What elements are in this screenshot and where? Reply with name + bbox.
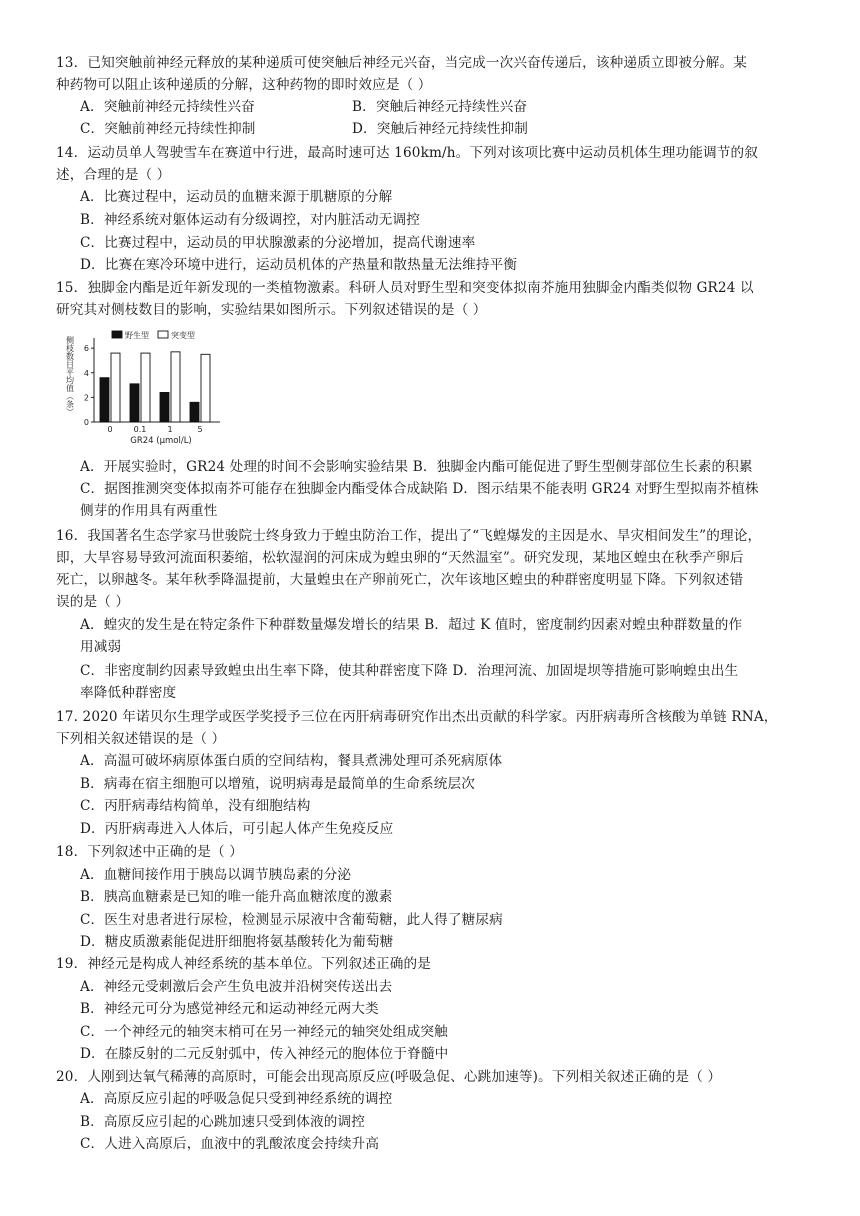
bar-mutant [201,354,210,422]
q19-stem-line1: 19．神经元是构成人神经系统的基本单位。下列叙述正确的是 [56,956,431,972]
q18-option-d: D．糖皮质激素能促进肝细胞将氨基酸转化为葡萄糖 [80,934,394,950]
gr24-bar-chart [60,328,226,450]
x-tick-label: 1 [167,425,173,434]
q18-option-b: B．胰高血糖素是已知的唯一能升高血糖浓度的激素 [80,889,393,905]
bar-wild-type [160,392,169,422]
q15-stem-line2: 研究其对侧枝数目的影响，实验结果如图所示。下列叙述错误的是（ ） [56,302,487,318]
q18-option-c: C．医生对患者进行尿检，检测显示尿液中含葡萄糖，此人得了糖尿病 [80,912,503,928]
legend-swatch [112,331,122,338]
q14-option-a: A．比赛过程中，运动员的血糖来源于肌糖原的分解 [80,189,393,205]
q16-stem-line1: 16．我国著名生态学家马世骏院士终身致力于蝗虫防治工作，提出了“飞蝗爆发的主因是水、旱灾相间发生”的理论， [56,528,762,544]
q16-stem-line3: 死亡，以卵越冬。某年秋季降温提前，大量蝗虫在产卵前死亡，次年该地区蝗虫的种群密度明显下降。下列叙述错 [56,572,744,588]
q20-option-b: B．高原反应引起的心跳加速只受到体液的调控 [80,1114,366,1130]
q13-option-d: D．突触后神经元持续性抑制 [352,121,528,137]
q19-option-b: B．神经元可分为感觉神经元和运动神经元两大类 [80,1001,379,1017]
q16-options-ab-line1: A．蝗灾的发生是在特定条件下种群数量爆发增长的结果 B．超过 K 值时，密度制约因素对蝗虫种群数量的作 [80,617,743,633]
q14-option-c: C．比赛过程中，运动员的甲状腺激素的分泌增加，提高代谢速率 [80,235,476,251]
q14-stem-line1: 14．运动员单人驾驶雪车在赛道中行进，最高时速可达 160km/h。下列对该项比赛中运动员机体生理功能调节的叙 [56,145,758,161]
q14-option-b: B．神经系统对躯体运动有分级调控，对内脏活动无调控 [80,212,420,228]
legend-label: 突变型 [171,331,195,340]
q16-options-cd-line2: 率降低种群密度 [80,685,177,701]
bar-wild-type [130,384,139,422]
q15-stem-line1: 15．独脚金内酯是近年新发现的一类植物激素。科研人员对野生型和突变体拟南芥施用独脚金内酯类似物 GR24 以 [56,280,754,296]
q16-options-ab-line2: 用减弱 [80,639,122,655]
x-tick-label: 0 [107,425,113,434]
q17-option-c: C．丙肝病毒结构简单，没有细胞结构 [80,798,311,814]
q15-options-ab: A．开展实验时，GR24 处理的时间不会影响实验结果 B．独脚金内酯可能促进了野生型侧芽部位生长素的积累 [80,459,753,475]
bar-mutant [111,353,120,422]
x-axis-label: GR24 (μmol/L) [130,436,192,446]
legend-label: 野生型 [125,331,149,340]
x-tick-label: 5 [197,425,203,434]
q16-options-cd-line1: C．非密度制约因素导致蝗虫出生率下降，使其种群密度下降 D．治理河流、加固堤坝等措施可影响蝗虫出生 [80,663,739,679]
y-tick-label: 2 [83,393,89,403]
q17-stem-line1: 17. 2020 年诺贝尔生理学或医学奖授予三位在丙肝病毒研究作出杰出贡献的科学家。丙肝病毒所含核酸为单链 RNA， [56,709,778,725]
q14-stem-line2: 述，合理的是（ ） [56,167,171,183]
q19-option-d: D．在膝反射的二元反射弧中，传入神经元的胞体位于脊髓中 [80,1046,449,1062]
q20-stem-line1: 20．人刚到达氧气稀薄的高原时，可能会出现高原反应(呼吸急促、心跳加速等)。下列相关叙述正确的是（ ） [56,1069,722,1085]
q18-option-a: A．血糖间接作用于胰岛以调节胰岛素的分泌 [80,867,352,883]
q15-options-cd-line2: 侧芽的作用具有两重性 [80,503,218,519]
x-tick-label: 0.1 [133,425,147,434]
q13-option-c: C．突触前神经元持续性抑制 [80,121,256,137]
q18-stem-line1: 18．下列叙述中正确的是（ ） [56,844,243,860]
q19-option-c: C．一个神经元的轴突末梢可在另一神经元的轴突处组成突触 [80,1024,448,1040]
bar-wild-type [100,378,109,422]
q13-option-b: B．突触后神经元持续性兴奋 [352,99,528,115]
q16-stem-line4: 误的是（ ） [56,594,130,610]
y-tick-label: 4 [83,368,89,378]
q13-stem-line1: 13．已知突触前神经元释放的某种递质可使突触后神经元兴奋，当完成一次兴奋传递后，该种递质立即被分解。某 [56,55,748,71]
q17-stem-line2: 下列相关叙述错误的是（ ） [56,731,226,747]
y-tick-label: 0 [83,418,89,427]
q20-option-c: C．人进入高原后，血液中的乳酸浓度会持续升高 [80,1136,380,1152]
q13-option-a: A．突触前神经元持续性兴奋 [80,99,255,115]
legend-swatch [158,331,168,338]
y-axis-label: 侧枝数目平均值（条） [65,336,75,416]
q17-option-b: B．病毒在宿主细胞可以增殖，说明病毒是最简单的生命系统层次 [80,776,475,792]
bar-wild-type [190,402,199,422]
q20-option-a: A．高原反应引起的呼吸急促只受到神经系统的调控 [80,1091,393,1107]
y-tick-label: 6 [83,344,89,354]
q15-options-cd-line1: C．据图推测突变体拟南芥可能存在独脚金内酯受体合成缺陷 D．图示结果不能表明 GR24 对野生型拟南芥植株 [80,481,759,497]
q14-option-d: D．比赛在寒冷环境中进行，运动员机体的产热量和散热量无法维持平衡 [80,257,518,273]
q17-option-a: A．高温可破坏病原体蛋白质的空间结构，餐具煮沸处理可杀死病原体 [80,753,503,769]
q16-stem-line2: 即，大旱容易导致河流面积萎缩，松软湿润的河床成为蝗虫卵的“天然温室”。研究发现，某地区蝗虫在秋季产卵后 [56,550,744,566]
q17-option-d: D．丙肝病毒进入人体后，可引起人体产生免疫反应 [80,821,394,837]
bar-mutant [141,353,150,422]
q13-stem-line2: 种药物可以阻止该种递质的分解，这种药物的即时效应是（ ） [56,77,432,93]
q19-option-a: A．神经元受刺激后会产生负电波并沿树突传送出去 [80,979,393,995]
bar-mutant [171,352,180,422]
